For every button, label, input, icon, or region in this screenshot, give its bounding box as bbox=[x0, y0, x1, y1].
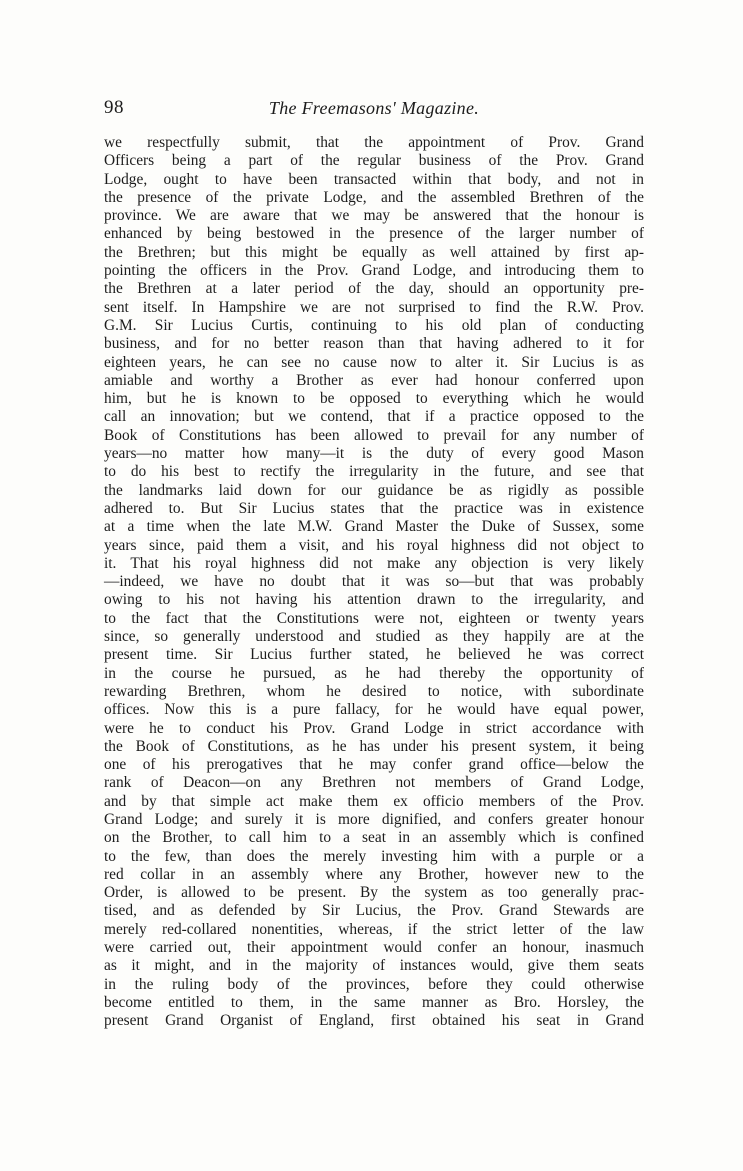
text-line: province. We are aware that we may be answered that the honour is bbox=[104, 207, 644, 225]
text-line: present Grand Organist of England, first obtained his seat in Grand bbox=[104, 1012, 644, 1030]
text-line: owing to his not having his attention drawn to the irregularity, and bbox=[104, 591, 644, 609]
text-line: the Book of Constitutions, as he has under his present system, it being bbox=[104, 737, 644, 755]
text-line: the Brethren at a later period of the day, should an opportunity pre- bbox=[104, 280, 644, 298]
text-line: merely red-collared nonentities, whereas, if the strict letter of the law bbox=[104, 920, 644, 938]
text-line: years—no matter how many—it is the duty of every good Mason bbox=[104, 445, 644, 463]
text-line: business, and for no better reason than that having adhered to it for bbox=[104, 335, 644, 353]
text-line: tised, and as defended by Sir Lucius, the Prov. Grand Stewards are bbox=[104, 902, 644, 920]
page-header bbox=[104, 96, 644, 122]
text-line: it. That his royal highness did not make any objection is very likely bbox=[104, 554, 644, 572]
text-line: him, but he is known to be opposed to everything which he would bbox=[104, 390, 644, 408]
text-line: one of his prerogatives that he may confer grand office—below the bbox=[104, 756, 644, 774]
text-line: we respectfully submit, that the appointment of Prov. Grand bbox=[104, 134, 644, 151]
text-line: enhanced by being bestowed in the presence of the larger number of bbox=[104, 225, 644, 243]
text-line: Lodge, ought to have been transacted within that body, and not in bbox=[104, 170, 644, 188]
text-line: eighteen years, he can see no cause now to alter it. Sir Lucius is as bbox=[104, 353, 644, 371]
text-line: the Brethren; but this might be equally as well attained by first ap- bbox=[104, 243, 644, 261]
text-line: —indeed, we have no doubt that it was so—but that was probably bbox=[104, 573, 644, 591]
page-number: 98 bbox=[104, 97, 124, 118]
text-line: G.M. Sir Lucius Curtis, continuing to his old plan of conducting bbox=[104, 316, 644, 334]
text-line: Grand Lodge; and surely it is more dignified, and confers greater honour bbox=[104, 810, 644, 828]
text-line: Officers being a part of the regular business of the Prov. Grand bbox=[104, 152, 644, 170]
text-line: the presence of the private Lodge, and the assembled Brethren of the bbox=[104, 188, 644, 206]
text-line: in the course he pursued, as he had thereby the opportunity of bbox=[104, 664, 644, 682]
article-body bbox=[104, 134, 644, 1031]
text-line: were carried out, their appointment would confer an honour, inasmuch bbox=[104, 939, 644, 957]
text-line: rewarding Brethren, whom he desired to notice, with subordinate bbox=[104, 682, 644, 700]
text-line: to do his best to rectify the irregularity in the future, and see that bbox=[104, 463, 644, 481]
text-line: as it might, and in the majority of instances would, give them seats bbox=[104, 957, 644, 975]
text-line: the landmarks laid down for our guidance be as rigidly as possible bbox=[104, 481, 644, 499]
text-line: to the few, than does the merely investing him with a purple or a bbox=[104, 847, 644, 865]
text-line: amiable and worthy a Brother as ever had honour conferred upon bbox=[104, 371, 644, 389]
text-line: present time. Sir Lucius further stated, he believed he was correct bbox=[104, 646, 644, 664]
text-line: Book of Constitutions has been allowed to prevail for any number of bbox=[104, 426, 644, 444]
running-title: The Freemasons' Magazine. bbox=[268, 98, 480, 118]
text-line: Order, is allowed to be present. By the system as too generally prac- bbox=[104, 884, 644, 902]
text-line: to the fact that the Constitutions were not, eighteen or twenty years bbox=[104, 609, 644, 627]
text-line: rank of Deacon—on any Brethren not members of Grand Lodge, bbox=[104, 774, 644, 792]
text-line: pointing the officers in the Prov. Grand Lodge, and introducing them to bbox=[104, 262, 644, 280]
text-line: were he to conduct his Prov. Grand Lodge in strict accordance with bbox=[104, 719, 644, 737]
text-line: sent itself. In Hampshire we are not surprised to find the R.W. Prov. bbox=[104, 298, 644, 316]
text-line: at a time when the late M.W. Grand Master the Duke of Sussex, some bbox=[104, 518, 644, 536]
text-line: since, so generally understood and studied as they happily are at the bbox=[104, 628, 644, 646]
text-line: become entitled to them, in the same manner as Bro. Horsley, the bbox=[104, 993, 644, 1011]
text-line: adhered to. But Sir Lucius states that the practice was in existence bbox=[104, 499, 644, 517]
text-line: red collar in an assembly where any Brother, however new to the bbox=[104, 865, 644, 883]
text-line: years since, paid them a visit, and his royal highness did not object to bbox=[104, 536, 644, 554]
text-line: in the ruling body of the provinces, before they could otherwise bbox=[104, 975, 644, 993]
text-line: call an innovation; but we contend, that if a practice opposed to the bbox=[104, 408, 644, 426]
text-line: on the Brother, to call him to a seat in an assembly which is confined bbox=[104, 829, 644, 847]
text-line: and by that simple act make them ex officio members of the Prov. bbox=[104, 792, 644, 810]
text-line: offices. Now this is a pure fallacy, for he would have equal power, bbox=[104, 701, 644, 719]
